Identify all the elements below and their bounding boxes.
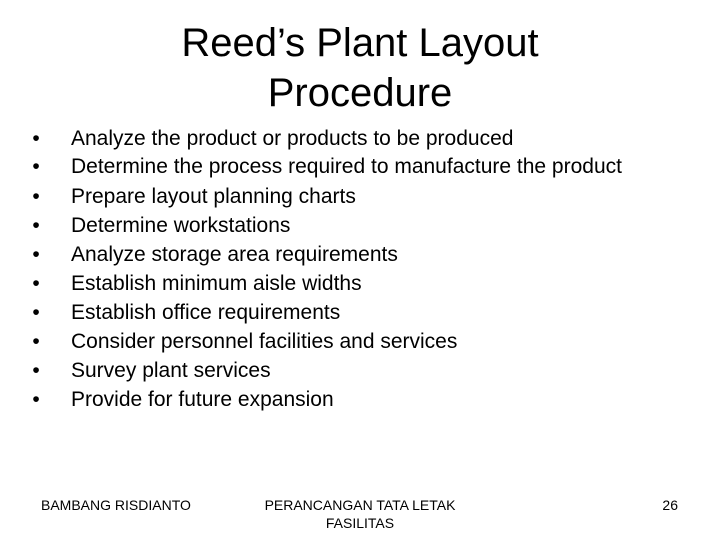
bullet-text: Determine the process required to manufacture the product [71,155,622,178]
slide-title [150,18,570,118]
bullet-text: Establish office requirements [71,301,341,324]
bullet-icon: • [32,243,40,266]
bullet-item [26,124,706,153]
bullet-list [26,124,706,414]
footer-author: BAMBANG RISDIANTO [41,497,191,513]
bullet-text: Establish minimum aisle widths [71,272,362,295]
bullet-icon: • [32,272,40,295]
page-number: 26 [662,497,678,513]
footer-course-line-1: PERANCANGAN TATA LETAK [264,497,456,513]
bullet-text: Prepare layout planning charts [71,185,356,208]
bullet-icon: • [32,301,40,324]
bullet-item [26,211,706,240]
bullet-item [26,298,706,327]
bullet-icon: • [32,359,40,382]
bullet-icon: • [32,330,40,353]
bullet-item [26,385,706,414]
bullet-text: Analyze storage area requirements [71,243,398,266]
bullet-icon: • [32,214,40,237]
bullet-text: Analyze the product or products to be produced [71,127,514,150]
bullet-icon: • [32,155,40,178]
bullet-item [26,356,706,385]
bullet-icon: • [32,388,40,411]
slide-title-line-1: Reed’s Plant Layout [181,21,539,65]
bullet-icon: • [32,127,40,150]
bullet-icon: • [32,185,40,208]
footer-course-title [240,496,480,532]
bullet-item [26,240,706,269]
bullet-item [26,153,706,182]
bullet-text: Consider personnel facilities and services [71,330,458,353]
bullet-item [26,327,706,356]
bullet-text: Determine workstations [71,214,291,237]
bullet-item [26,182,706,211]
footer-course-line-2: FASILITAS [325,515,395,531]
bullet-text: Survey plant services [71,359,271,382]
bullet-text: Provide for future expansion [71,388,334,411]
bullet-item [26,269,706,298]
slide-title-line-2: Procedure [267,71,453,115]
